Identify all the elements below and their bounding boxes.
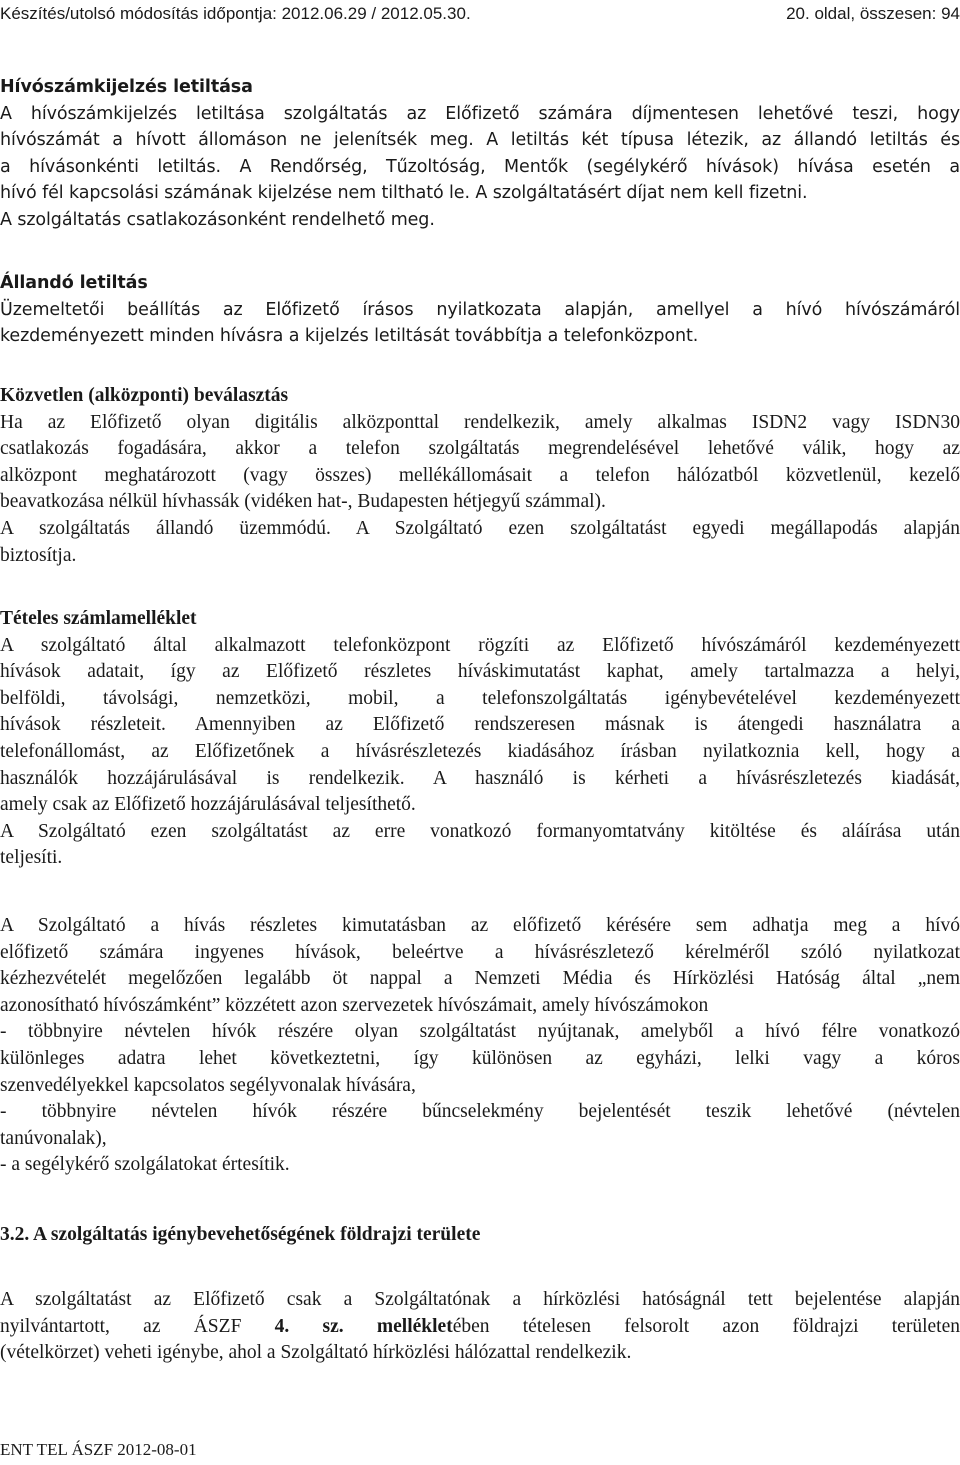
paragraph-line: amely csak az Előfizető hozzájárulásával teljesíthető. <box>0 794 416 816</box>
paragraph-line: tanúvonalak), <box>0 1127 107 1149</box>
paragraph-line: (vételkörzet) veheti igénybe, ahol a Szolgáltató hírközlési hálózattal rendelkezik. <box>0 1342 632 1364</box>
paragraph-line: szenvedélyekkel kapcsolatos segélyvonalak hívására, <box>0 1074 416 1096</box>
paragraph-line: A szolgáltató által alkalmazott telefonközpont rögzíti az Előfizető hívószámáról kezdeményezett <box>0 634 960 656</box>
paragraph-line: kezdeményezett minden hívásra a kijelzés letiltását továbbítja a telefonközpont. <box>0 326 699 347</box>
section-heading: Közvetlen (alközponti) beválasztás <box>0 385 289 406</box>
section-detailed-statement <box>0 913 960 1179</box>
section-heading: Tételes számlamelléklet <box>0 608 197 629</box>
paragraph-line: A szolgáltatást az Előfizető csak a Szolgáltatónak a hírközlési hatóságnál tett bejelentése alapján <box>0 1289 960 1310</box>
paragraph-line: A Szolgáltató a hívás részletes kimutatásban az előfizető kérésére sem adhatja meg a hívó <box>0 915 960 936</box>
paragraph-line: kézhezvételét megelőzően legalább öt nappal a Nemzeti Média és Hírközlési Hatóság által „nem <box>0 968 960 990</box>
header-date: Készítés/utolsó módosítás időpontja: 2012.06.29 / 2012.05.30. <box>0 4 471 23</box>
paragraph-line: Ha az Előfizető olyan digitális alközponttal rendelkezik, amely alkalmas ISDN2 vagy ISDN30 <box>0 411 960 433</box>
paragraph-line: Üzemeltetői beállítás az Előfizető írásos nyilatkozata alapján, amellyel a hívó hívószámáról <box>0 299 960 320</box>
paragraph-line: beavatkozása nélkül hívhassák (vidéken hat-, Budapesten hétjegyű számmal). <box>0 491 606 513</box>
paragraph-line: előfizető számára ingyenes hívások, beleértve a hívásrészletező kérelméről szóló nyilatkozat <box>0 941 960 963</box>
paragraph-line: - a segélykérő szolgálatokat értesítik. <box>0 1154 290 1176</box>
paragraph-line: belföldi, távolsági, nemzetközi, mobil, a telefonszolgáltatás igénybevételével kezdeményezett <box>0 687 960 709</box>
section-permanent-blocking <box>0 270 960 350</box>
annex-reference: 4. sz. melléklet <box>274 1315 453 1337</box>
paragraph-line: csatlakozás fogadására, akkor a telefon szolgáltatás megrendelésével lehetővé válik, hogy az <box>0 438 960 460</box>
paragraph-line: hívások adatait, így az Előfizető részletes híváskimutatást kaphat, amely tartalmazza a helyi, <box>0 661 960 683</box>
paragraph-line: teljesíti. <box>0 847 63 869</box>
text-run: nyilvántartott, az ÁSZF <box>0 1315 275 1337</box>
section-itemized-bill <box>0 606 960 872</box>
text-run: ében tételesen felsorolt azon földrajzi területen <box>452 1315 960 1337</box>
paragraph-line <box>0 1314 960 1341</box>
section-heading: Állandó letiltás <box>0 273 148 293</box>
page-footer: ENT TEL ÁSZF 2012-08-01 <box>0 1440 197 1459</box>
section-heading: 3.2. A szolgáltatás igénybevehetőségének földrajzi területe <box>0 1224 481 1245</box>
paragraph-line: azonosítható hívószámként” közzétett azon szervezetek hívószámait, amely hívószámokon <box>0 994 709 1016</box>
paragraph-line: telefonállomást, az Előfizetőnek a hívásrészletezés kiadásához írásban nyilatkoznia kell, hogy a <box>0 740 960 762</box>
section-heading: Hívószámkijelzés letiltása <box>0 77 253 97</box>
paragraph-line: biztosítja. <box>0 544 77 566</box>
paragraph-line: - többnyire névtelen hívók részére olyan szolgáltatást nyújtanak, amelyből a hívó félre vonatkozó <box>0 1021 960 1043</box>
section-geographic-area-body <box>0 1287 960 1367</box>
paragraph-line: a hívásonkénti letiltás. A Rendőrség, Tűzoltóság, Mentők (segélykérő hívások) hívása esetén a <box>0 156 960 177</box>
paragraph-line: A szolgáltatás állandó üzemmódú. A Szolgáltató ezen szolgáltatást egyedi megállapodás alapján <box>0 517 960 539</box>
paragraph-line: A szolgáltatás csatlakozásonként rendelhető meg. <box>0 209 435 230</box>
paragraph-line: - többnyire névtelen hívók részére bűncselekmény bejelentését teszik lehetővé (névtelen <box>0 1101 960 1123</box>
paragraph-line: különleges adatra lehet következtetni, így különösen az egyházi, lelki vagy a kóros <box>0 1047 960 1069</box>
paragraph-line: használók hozzájárulásával is rendelkezik. A használó is kérheti a hívásrészletezés kiadását, <box>0 767 960 789</box>
page-header <box>0 4 960 28</box>
paragraph-line: hívószámát a hívott állomáson ne jelenítsék meg. A letiltás két típusa létezik, az állandó letiltás és <box>0 130 960 151</box>
header-page-number: 20. oldal, összesen: 94 <box>786 4 960 23</box>
section-geographic-area <box>0 1222 960 1249</box>
section-caller-id-blocking <box>0 74 960 234</box>
paragraph-line: alközpont meghatározott (vagy összes) mellékállomásait a telefon hálózatból közvetlenül, kezelő <box>0 464 960 486</box>
paragraph-line: A Szolgáltató ezen szolgáltatást az erre vonatkozó formanyomtatvány kitöltése és aláírása után <box>0 820 960 842</box>
paragraph-line: A hívószámkijelzés letiltása szolgáltatás az Előfizető számára díjmentesen lehetővé teszi, hogy <box>0 103 960 124</box>
paragraph-line: hívások részleteit. Amennyiben az Előfizető rendszeresen másnak is átengedi használatra a <box>0 714 960 736</box>
paragraph-line: hívó fél kapcsolási számának kijelzése nem tiltható le. A szolgáltatásért díjat nem kell fizetni. <box>0 183 808 204</box>
section-direct-dial-in <box>0 383 960 569</box>
